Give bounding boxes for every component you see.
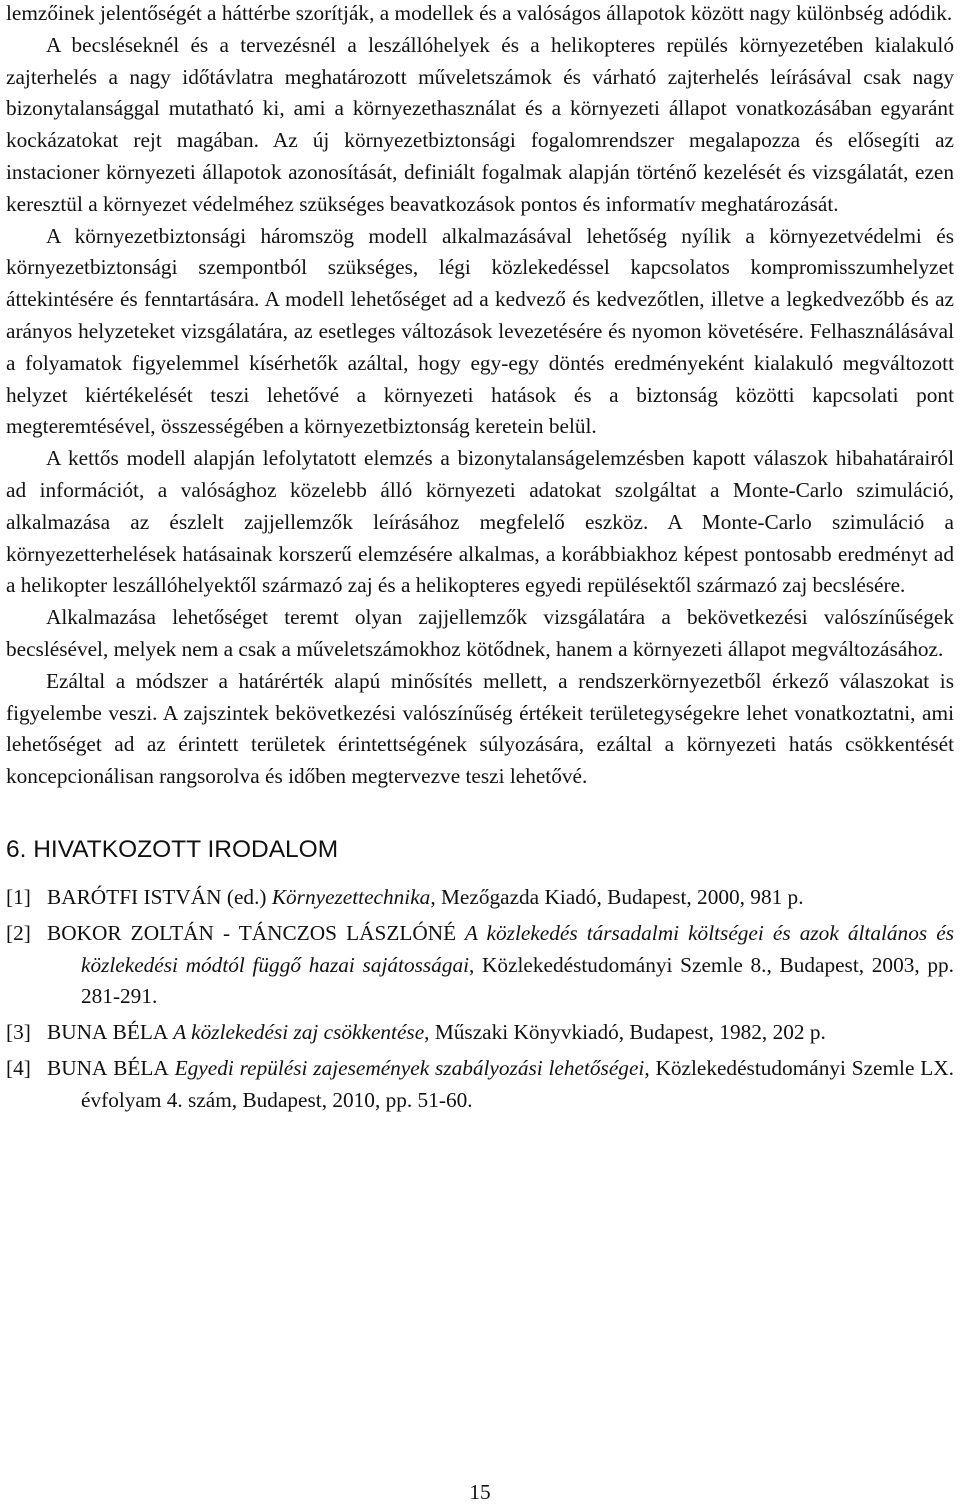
body-paragraph-6: Ezáltal a módszer a határérték alapú minősítés mellett, a rendszerkörnyezetből érkező válaszokat is figyelembe veszi. A zajszintek bekövetkezési valószínűség értékeit területegységekre lehet vonatkoztatni, ami lehetőséget ad az érintett területek érintettségének súlyozására, ezáltal a környezeti hatás csökkentését koncepcionálisan rangsorolva és időben megtervezve teszi lehetővé.: [6, 668, 954, 789]
reference-number: [2]: [6, 920, 31, 945]
reference-author-initial: B: [47, 920, 62, 945]
reference-author-initial: Z: [121, 920, 144, 945]
reference-item-4: [6, 1053, 954, 1117]
reference-author-rest: UNA: [61, 1055, 108, 1080]
reference-title: A közlekedési zaj csökkentése: [168, 1020, 425, 1045]
references-heading: 6. HIVATKOZOTT IRODALOM: [6, 835, 339, 863]
document-page: [6, 0, 954, 1121]
reference-title: Környezettechnika: [271, 884, 431, 909]
reference-author-rest: UNA: [61, 1020, 108, 1045]
reference-author-suffix: - TÁNCZOS L: [213, 920, 360, 945]
reference-item-3: [6, 1017, 954, 1049]
reference-author-rest: STVÁN: [150, 884, 222, 909]
reference-details: , Közlekedéstudományi Szemle 8., Budapest, 2003, pp. 281-291.: [81, 952, 954, 1009]
reference-author-rest: OKOR: [61, 920, 122, 945]
reference-item-2: [6, 918, 954, 1013]
body-paragraph-1: lemzőinek jelentőségét a háttérbe szorítják, a modellek és a valóságos állapotok között nagy különbség adódik.: [6, 1, 953, 25]
reference-details: , Közlekedéstudományi Szemle LX. évfolyam 4. szám, Budapest, 2010, pp. 51-60.: [81, 1055, 954, 1112]
reference-author-rest: ÉLA: [126, 1020, 169, 1045]
reference-item-1: [6, 882, 954, 914]
reference-details: , Mezőgazda Kiadó, Budapest, 2000, 981 p.: [430, 884, 804, 909]
reference-author-rest: ÁSZLÓNÉ: [359, 920, 457, 945]
reference-title: A közlekedés társadalmi költségei és azok általános és közlekedési módtól függő hazai sajátosságai: [81, 920, 954, 977]
reference-author-rest: ARÓTFI: [61, 884, 139, 909]
reference-number: [4]: [6, 1055, 31, 1080]
page-number: 15: [469, 1480, 491, 1504]
reference-title: Egyedi repülési zajesemények szabályozási lehetőségei: [168, 1055, 645, 1080]
reference-author-initial: B: [107, 1020, 127, 1045]
body-paragraph-5: Alkalmazása lehetőséget teremt olyan zajjellemzők vizsgálatára a bekövetkezési valószínűségek becslésével, melyek nem a csak a műveletszámokhoz kötődnek, hanem a környezeti állapot megváltozásához.: [6, 605, 954, 661]
reference-author-initial: B: [47, 1055, 62, 1080]
reference-author-initial: B: [107, 1055, 128, 1080]
body-paragraph-4: A kettős modell alapján lefolytatott elemzés a bizonytalanságelemzésben kapott válaszok hibahatárairól ad információt, a valósághoz közelebb álló környezeti adatokat szolgáltat a Monte-Carlo szimuláció, alkalmazása az észlelt zajjellemzők leírásához megfelelő eszköz. A Monte-Carlo szimuláció a környezetterhelések hatásainak korszerű elemzésére alkalmas, a korábbiakhoz képest pontosabb eredményt ad a helikopter leszállóhelyektől származó zaj és a helikopteres egyedi repülésektől származó zaj becslésére.: [6, 446, 954, 598]
reference-details: , Műszaki Könyvkiadó, Budapest, 1982, 202 p.: [424, 1020, 826, 1045]
reference-author-rest: OLTÁN: [143, 920, 214, 945]
reference-author-initial: B: [47, 884, 62, 909]
reference-number: [1]: [6, 884, 31, 909]
body-paragraph-2: A becsléseknél és a tervezésnél a leszállóhelyek és a helikopteres repülés környezetében kialakuló zajterhelés a nagy időtávlatra meghatározott műveletszámok és várható zajterhelés leírásával csak nagy bizonytalansággal mutatható ki, ami a környezethasználat és a környezeti állapot vonatkozásában egyaránt kockázatokat rejt magában. Az új környezetbiztonsági fogalomrendszer megalapozza és elősegíti az instacioner környezeti állapotok azonosítását, definiált fogalmak alapján történő kezelését és vizsgálatát, ezen keresztül a környezet védelméhez szükséges beavatkozások pontos és informatív meghatározását.: [6, 32, 954, 216]
reference-author-initial: I: [138, 884, 151, 909]
body-paragraph-3: A környezetbiztonsági háromszög modell alkalmazásával lehetőség nyílik a környezetvédelmi és környezetbiztonsági szempontból szükséges, légi közlekedéssel kapcsolatos kompromisszumhelyzet áttekintésére és fenntartására. A modell lehetőséget ad a kedvező és kedvezőtlen, illetve a legkedvezőbb és az arányos helyzeteket vizsgálatára, az esetleges változások levezetésére és nyomon követésére. Felhasználásával a folyamatok figyelemmel kísérhetők azáltal, hogy egy-egy döntés eredményeként kialakuló megváltozott helyzet kiértékelését teszi lehetővé a környezeti hatások és a biztonság közötti kapcsolati pont megteremtésével, összességében a környezetbiztonság keretein belül.: [6, 223, 954, 439]
reference-author-rest: ÉLA: [127, 1055, 169, 1080]
reference-number: [3]: [6, 1020, 31, 1045]
reference-author-initial: B: [47, 1020, 62, 1045]
reference-author-suffix: (ed.): [221, 884, 272, 909]
references-list: [6, 882, 954, 1117]
